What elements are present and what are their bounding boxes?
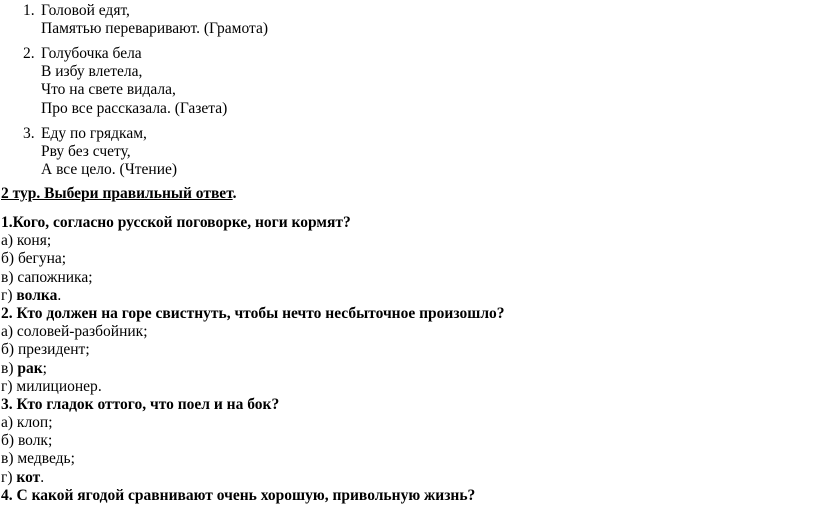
riddle-number: 1. bbox=[23, 2, 35, 19]
round2-heading-dot: . bbox=[232, 185, 237, 202]
questions-list bbox=[1, 214, 505, 505]
answer-option: а) соловей-разбойник; bbox=[1, 323, 148, 341]
riddle-number: 2. bbox=[23, 45, 35, 62]
question-2: 2. Кто должен на горе свистнуть, чтобы нечто несбыточное произошло? bbox=[1, 304, 505, 322]
riddle-line: Еду по грядкам, bbox=[41, 125, 147, 142]
answer-option: б) президент; bbox=[1, 341, 90, 359]
riddle-number: 3. bbox=[23, 125, 35, 142]
round2-heading-text: 2 тур. Выбери правильный ответ bbox=[1, 185, 233, 202]
riddle-line: Головой едят, bbox=[41, 2, 130, 19]
answer-option-correct: г) кот. bbox=[1, 468, 45, 486]
answer-option: г) милиционер. bbox=[1, 377, 102, 395]
riddle-line: Рву без счету, bbox=[41, 143, 131, 161]
riddle-line: Голубочка бела bbox=[41, 45, 142, 62]
answer-option: а) коня; bbox=[1, 232, 52, 250]
question-4: 4. С какой ягодой сравнивают очень хорошую, привольную жизнь? bbox=[1, 486, 476, 504]
answer-option-correct: г) волка. bbox=[1, 286, 62, 304]
answer-option: в) медведь; bbox=[1, 450, 75, 468]
riddle-line: В избу влетела, bbox=[41, 63, 143, 81]
answer-option: а) клоп; bbox=[1, 414, 53, 432]
answer-option: в) сапожника; bbox=[1, 268, 93, 286]
answer-option: б) бегуна; bbox=[1, 250, 67, 268]
riddle-line: А все цело. (Чтение) bbox=[41, 161, 178, 179]
riddle-line: Про все рассказала. (Газета) bbox=[41, 99, 228, 117]
question-3: 3. Кто гладок оттого, что поел и на бок? bbox=[1, 395, 280, 413]
answer-option-correct: в) рак; bbox=[1, 359, 47, 377]
riddle-line: Памятью переваривают. (Грамота) bbox=[41, 20, 269, 38]
riddle-line: Что на свете видала, bbox=[41, 81, 176, 99]
round2-heading bbox=[1, 185, 237, 203]
answer-option: б) волк; bbox=[1, 432, 53, 450]
question-1: 1.Кого, согласно русской поговорке, ноги кормят? bbox=[1, 214, 351, 231]
